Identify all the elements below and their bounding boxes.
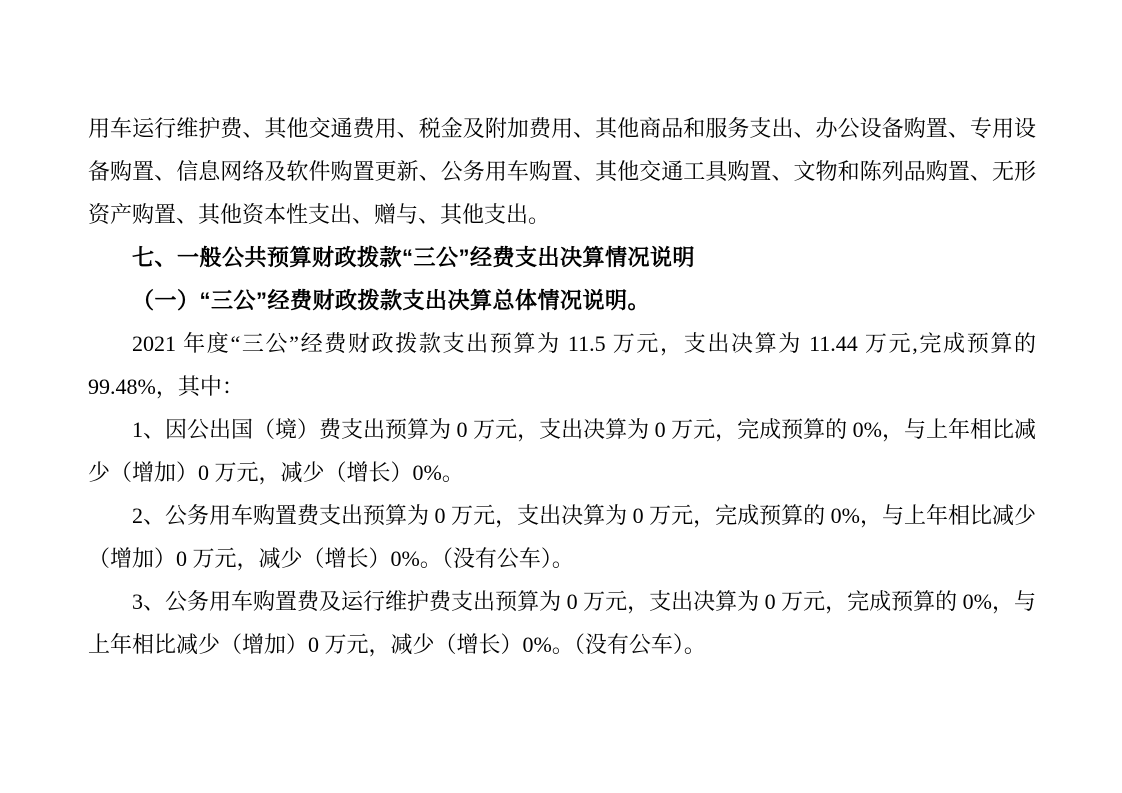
- summary-paragraph: [88, 322, 1036, 408]
- text-line: 用车运行维护费、其他交通费用、税金及附加费用、其他商品和服务支出、办公设备购置、专用设: [88, 116, 1036, 141]
- subsection-heading-one: [88, 279, 1036, 322]
- item-1-paragraph: [88, 408, 1036, 494]
- item-2-paragraph: [88, 494, 1036, 580]
- text-line: （增加）0 万元，减少（增长）0%。（没有公车）。: [88, 546, 574, 571]
- section-heading-text: 七、一般公共预算财政拨款“三公”经费支出决算情况说明: [132, 245, 696, 270]
- subsection-heading-text: （一）“三公”经费财政拨款支出决算总体情况说明。: [132, 288, 651, 313]
- text-line: 上年相比减少（增加）0 万元，减少（增长）0%。（没有公车）。: [88, 632, 706, 657]
- text-line: 少（增加）0 万元，减少（增长）0%。: [88, 460, 464, 485]
- text-line: 资产购置、其他资本性支出、赠与、其他支出。: [88, 202, 551, 227]
- section-heading-seven: [88, 236, 1036, 279]
- carryover-paragraph: [88, 107, 1036, 236]
- document-page: [88, 107, 1036, 666]
- text-line: 2、公务用车购置费支出预算为 0 万元，支出决算为 0 万元，完成预算的 0%，与上年相比减少: [132, 503, 1036, 528]
- text-line: 2021 年度“三公”经费财政拨款支出预算为 11.5 万元，支出决算为 11.44 万元,完成预算的: [132, 331, 1036, 356]
- item-3-paragraph: [88, 580, 1036, 666]
- text-line: 备购置、信息网络及软件购置更新、公务用车购置、其他交通工具购置、文物和陈列品购置、无形: [88, 159, 1036, 184]
- text-line: 3、公务用车购置费及运行维护费支出预算为 0 万元，支出决算为 0 万元，完成预算的 0%，与: [132, 589, 1036, 614]
- text-line: 99.48%，其中：: [88, 374, 244, 399]
- text-line: 1、因公出国（境）费支出预算为 0 万元，支出决算为 0 万元，完成预算的 0%，与上年相比减: [132, 417, 1036, 442]
